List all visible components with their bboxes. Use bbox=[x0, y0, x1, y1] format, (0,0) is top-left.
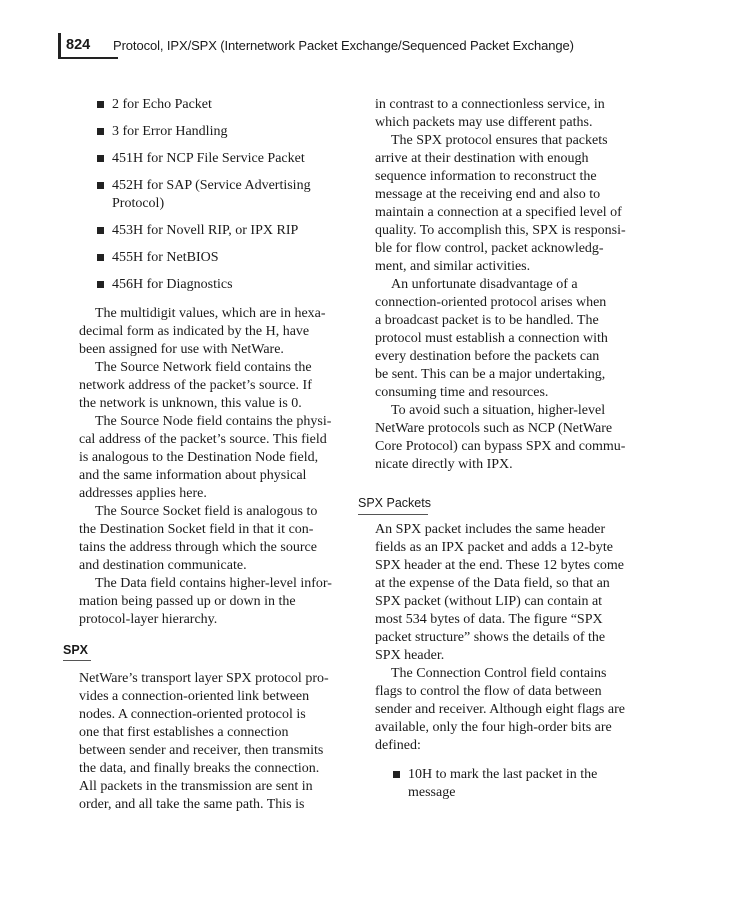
text-line: SPX header. bbox=[375, 648, 445, 663]
heading-text: SPX Packets bbox=[358, 496, 431, 510]
text-line: The Connection Control field contains bbox=[391, 666, 607, 681]
text-line: the data, and finally breaks the connection. bbox=[79, 761, 320, 776]
text-line: is analogous to the Destination Node field, bbox=[79, 450, 319, 465]
bullet-text: message bbox=[408, 785, 456, 800]
bullet-square-icon bbox=[393, 771, 400, 778]
bullet-text: 451H for NCP File Service Packet bbox=[112, 151, 305, 166]
bullet-square-icon bbox=[97, 128, 104, 135]
text-line: mation being passed up or down in the bbox=[79, 594, 296, 609]
running-head: Protocol, IPX/SPX (Internetwork Packet Exchange/Sequenced Packet Exchange) bbox=[113, 38, 574, 53]
text-line: tains the address through which the source bbox=[79, 540, 317, 555]
text-line: been assigned for use with NetWare. bbox=[79, 342, 284, 357]
text-line: sequence information to reconstruct the bbox=[375, 169, 597, 184]
body-text bbox=[375, 521, 647, 755]
text-line: addresses applies here. bbox=[79, 486, 207, 501]
text-line: order, and all take the same path. This is bbox=[79, 797, 305, 812]
text-line: which packets may use different paths. bbox=[375, 115, 593, 130]
text-line: every destination before the packets can bbox=[375, 349, 600, 364]
bullet-text: 453H for Novell RIP, or IPX RIP bbox=[112, 223, 299, 238]
header-rule-horizontal bbox=[58, 57, 118, 59]
text-line: The Source Network field contains the bbox=[95, 360, 312, 375]
text-line: An unfortunate disadvantage of a bbox=[391, 277, 578, 292]
text-line: be sent. This can be a major undertaking, bbox=[375, 367, 606, 382]
text-line: at the expense of the Data field, so that an bbox=[375, 576, 610, 591]
text-line: The Data field contains higher-level infor- bbox=[95, 576, 332, 591]
bullet-text: 3 for Error Handling bbox=[112, 124, 228, 139]
text-line: maintain a connection at a specified level of bbox=[375, 205, 622, 220]
text-line: ble for flow control, packet acknowledg- bbox=[375, 241, 604, 256]
page-number: 824 bbox=[66, 37, 91, 53]
text-line: NetWare’s transport layer SPX protocol pro- bbox=[79, 671, 329, 686]
section-heading-spx-packets bbox=[358, 494, 431, 512]
text-line: the Destination Socket field in that it con- bbox=[79, 522, 314, 537]
text-line: and destination communicate. bbox=[79, 558, 247, 573]
bullet-square-icon bbox=[97, 101, 104, 108]
text-line: the network is unknown, this value is 0. bbox=[79, 396, 302, 411]
text-line: nodes. A connection-oriented protocol is bbox=[79, 707, 306, 722]
bullet-text: 455H for NetBIOS bbox=[112, 250, 219, 265]
text-line: a broadcast packet is to be handled. The bbox=[375, 313, 599, 328]
body-text bbox=[375, 96, 647, 474]
text-line: protocol must establish a connection with bbox=[375, 331, 608, 346]
text-line: nicate directly with IPX. bbox=[375, 457, 513, 472]
text-line: An SPX packet includes the same header bbox=[375, 522, 606, 537]
bullet-text: 452H for SAP (Service Advertising bbox=[112, 178, 311, 193]
section-heading-spx bbox=[63, 641, 88, 659]
text-line: cal address of the packet’s source. This field bbox=[79, 432, 327, 447]
body-text bbox=[79, 305, 349, 629]
bullet-square-icon bbox=[97, 254, 104, 261]
bullet-text: Protocol) bbox=[112, 196, 165, 211]
text-line: quality. To accomplish this, SPX is responsi- bbox=[375, 223, 626, 238]
text-line: sender and receiver. Although eight flags are bbox=[375, 702, 625, 717]
text-line: SPX header at the end. These 12 bytes come bbox=[375, 558, 624, 573]
bullet-square-icon bbox=[97, 155, 104, 162]
text-line: message at the receiving end and also to bbox=[375, 187, 601, 202]
bullet-text: 2 for Echo Packet bbox=[112, 97, 212, 112]
page-header bbox=[58, 33, 698, 61]
heading-rule bbox=[358, 514, 428, 515]
text-line: NetWare protocols such as NCP (NetWare bbox=[375, 421, 613, 436]
text-line: one that first establishes a connection bbox=[79, 725, 289, 740]
text-line: in contrast to a connectionless service, in bbox=[375, 97, 605, 112]
text-line: defined: bbox=[375, 738, 421, 753]
text-line: The Source Socket field is analogous to bbox=[95, 504, 318, 519]
bullet-square-icon bbox=[97, 227, 104, 234]
text-line: ment, and similar activities. bbox=[375, 259, 531, 274]
text-line: arrive at their destination with enough bbox=[375, 151, 589, 166]
text-line: between sender and receiver, then transmits bbox=[79, 743, 324, 758]
text-line: most 534 bytes of data. The figure “SPX bbox=[375, 612, 603, 627]
text-line: decimal form as indicated by the H, have bbox=[79, 324, 310, 339]
text-line: To avoid such a situation, higher-level bbox=[391, 403, 606, 418]
text-line: packet structure” shows the details of the bbox=[375, 630, 606, 645]
text-line: available, only the four high-order bits are bbox=[375, 720, 612, 735]
bullet-square-icon bbox=[97, 281, 104, 288]
text-line: vides a connection-oriented link between bbox=[79, 689, 310, 704]
text-line: Core Protocol) can bypass SPX and commu- bbox=[375, 439, 626, 454]
bullet-text: 10H to mark the last packet in the bbox=[408, 767, 598, 782]
text-line: network address of the packet’s source. If bbox=[79, 378, 312, 393]
text-line: fields as an IPX packet and adds a 12-byte bbox=[375, 540, 613, 555]
heading-rule bbox=[63, 660, 91, 661]
text-line: SPX packet (without LIP) can contain at bbox=[375, 594, 603, 609]
text-line: connection-oriented protocol arises when bbox=[375, 295, 607, 310]
text-line: All packets in the transmission are sent in bbox=[79, 779, 313, 794]
bullet-square-icon bbox=[97, 182, 104, 189]
bullet-text: 456H for Diagnostics bbox=[112, 277, 233, 292]
text-line: protocol-layer hierarchy. bbox=[79, 612, 218, 627]
header-rule-vertical bbox=[58, 33, 61, 59]
heading-text: SPX bbox=[63, 643, 89, 657]
text-line: and the same information about physical bbox=[79, 468, 307, 483]
text-line: flags to control the flow of data between bbox=[375, 684, 602, 699]
text-line: consuming time and resources. bbox=[375, 385, 549, 400]
text-line: The Source Node field contains the physi- bbox=[95, 414, 332, 429]
body-text bbox=[79, 670, 349, 814]
text-line: The multidigit values, which are in hexa- bbox=[95, 306, 326, 321]
text-line: The SPX protocol ensures that packets bbox=[391, 133, 608, 148]
